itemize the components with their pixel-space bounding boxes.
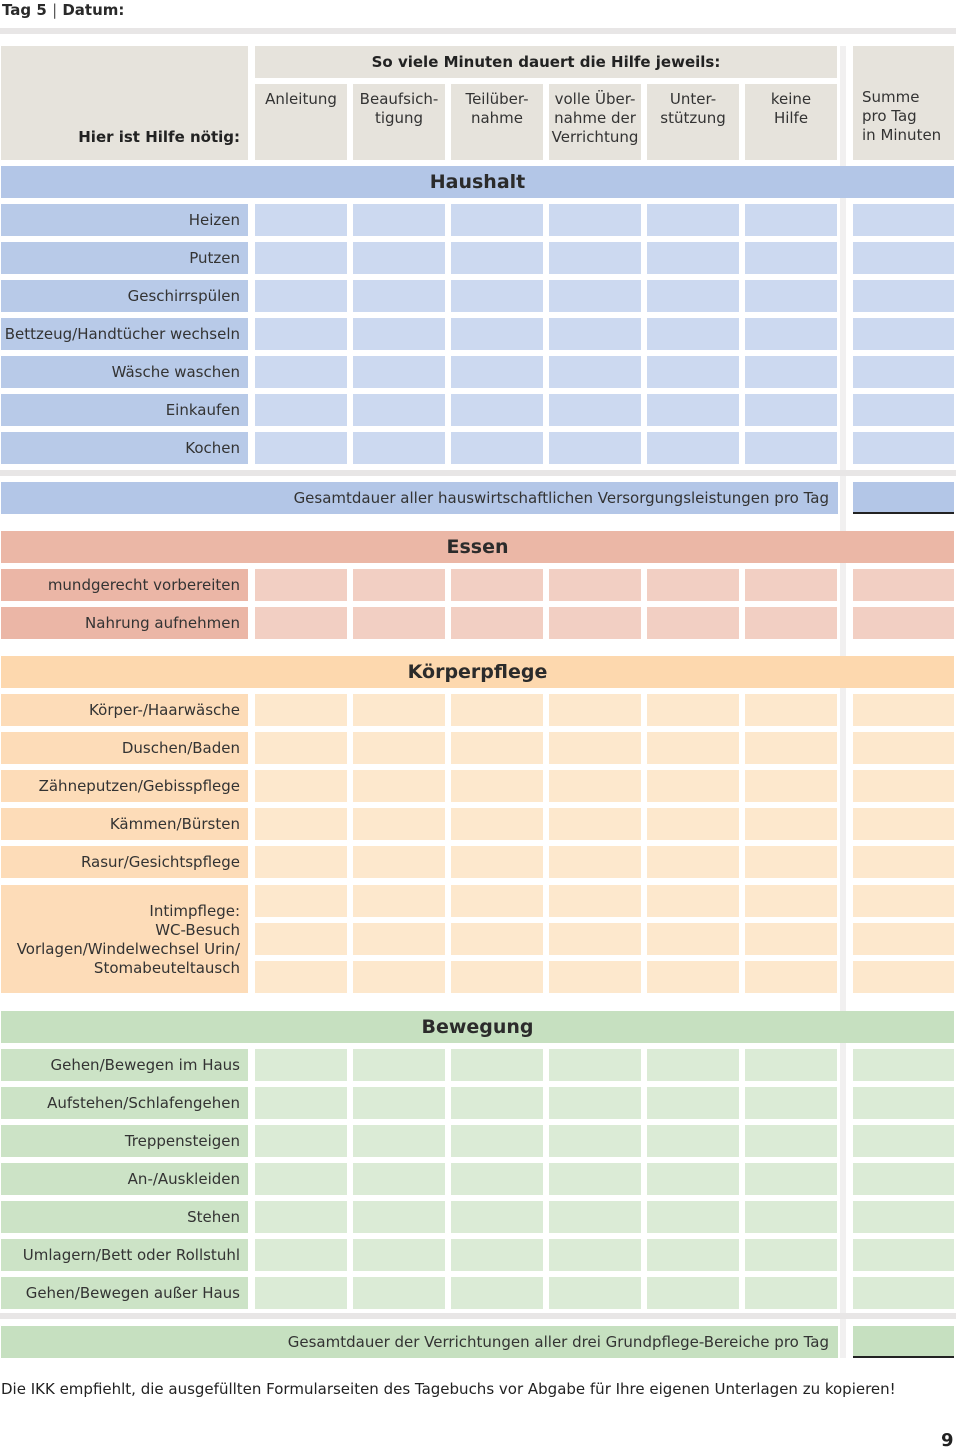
minutes-input-cell[interactable] bbox=[745, 1239, 837, 1271]
minutes-input-cell[interactable] bbox=[647, 607, 739, 639]
minutes-input-cell[interactable] bbox=[451, 1087, 543, 1119]
minutes-input-cell[interactable] bbox=[647, 694, 739, 726]
column-header: keine Hilfe bbox=[745, 84, 837, 160]
minutes-input-cell[interactable] bbox=[647, 356, 739, 388]
minutes-input-cell[interactable] bbox=[255, 808, 347, 840]
minutes-input-cell[interactable] bbox=[451, 961, 543, 993]
minutes-input-cell[interactable] bbox=[549, 1049, 641, 1081]
minutes-input-cell[interactable] bbox=[353, 356, 445, 388]
minutes-input-cell[interactable] bbox=[647, 242, 739, 274]
minutes-input-cell[interactable] bbox=[451, 885, 543, 917]
minutes-input-cell[interactable] bbox=[255, 1163, 347, 1195]
minutes-input-cell[interactable] bbox=[451, 204, 543, 236]
sum-input-cell[interactable] bbox=[853, 280, 954, 312]
row-label: Treppensteigen bbox=[1, 1125, 248, 1157]
title-divider: | bbox=[52, 1, 58, 19]
minutes-input-cell[interactable] bbox=[647, 280, 739, 312]
minutes-input-cell[interactable] bbox=[451, 432, 543, 464]
minutes-input-cell[interactable] bbox=[549, 1125, 641, 1157]
minutes-input-cell[interactable] bbox=[745, 280, 837, 312]
minutes-input-cell[interactable] bbox=[353, 808, 445, 840]
minutes-input-cell[interactable] bbox=[745, 885, 837, 917]
section-essen: Essen bbox=[1, 531, 954, 563]
minutes-input-cell[interactable] bbox=[647, 1087, 739, 1119]
minutes-input-cell[interactable] bbox=[745, 318, 837, 350]
minutes-input-cell[interactable] bbox=[255, 1277, 347, 1309]
grundpflege-total-field[interactable] bbox=[853, 1326, 954, 1358]
minutes-input-cell[interactable] bbox=[451, 569, 543, 601]
minutes-input-cell[interactable] bbox=[353, 1125, 445, 1157]
minutes-input-cell[interactable] bbox=[255, 694, 347, 726]
section-haushalt: Haushalt bbox=[1, 166, 954, 198]
sum-input-cell[interactable] bbox=[853, 808, 954, 840]
section-koerperpflege: Körperpflege bbox=[1, 656, 954, 688]
minutes-input-cell[interactable] bbox=[549, 923, 641, 955]
sum-input-cell[interactable] bbox=[853, 204, 954, 236]
column-header: Anleitung bbox=[255, 84, 347, 160]
row-label: mundgerecht vorbereiten bbox=[1, 569, 248, 601]
sum-input-cell[interactable] bbox=[853, 1201, 954, 1233]
minutes-input-cell[interactable] bbox=[353, 280, 445, 312]
minutes-input-cell[interactable] bbox=[549, 280, 641, 312]
minutes-input-cell[interactable] bbox=[353, 846, 445, 878]
sum-input-cell[interactable] bbox=[853, 318, 954, 350]
minutes-input-cell[interactable] bbox=[647, 432, 739, 464]
haushalt-total-field[interactable] bbox=[853, 482, 954, 514]
minutes-input-cell[interactable] bbox=[353, 394, 445, 426]
minutes-input-cell[interactable] bbox=[647, 961, 739, 993]
minutes-input-cell[interactable] bbox=[255, 607, 347, 639]
minutes-input-cell[interactable] bbox=[745, 732, 837, 764]
minutes-input-cell[interactable] bbox=[353, 1087, 445, 1119]
minutes-input-cell[interactable] bbox=[255, 1087, 347, 1119]
minutes-input-cell[interactable] bbox=[353, 242, 445, 274]
sum-input-cell[interactable] bbox=[853, 1125, 954, 1157]
sum-input-cell[interactable] bbox=[853, 961, 954, 993]
page-number: 9 bbox=[941, 1430, 954, 1451]
top-divider bbox=[0, 28, 956, 34]
sum-input-cell[interactable] bbox=[853, 432, 954, 464]
minutes-input-cell[interactable] bbox=[549, 1163, 641, 1195]
minutes-input-cell[interactable] bbox=[353, 732, 445, 764]
minutes-input-cell[interactable] bbox=[549, 732, 641, 764]
minutes-input-cell[interactable] bbox=[745, 808, 837, 840]
sum-input-cell[interactable] bbox=[853, 356, 954, 388]
minutes-input-cell[interactable] bbox=[255, 1049, 347, 1081]
minutes-input-cell[interactable] bbox=[745, 694, 837, 726]
minutes-input-cell[interactable] bbox=[353, 1049, 445, 1081]
minutes-input-cell[interactable] bbox=[549, 242, 641, 274]
minutes-input-cell[interactable] bbox=[451, 318, 543, 350]
row-label: Körper-/Haarwäsche bbox=[1, 694, 248, 726]
column-header: volle Über- nahme der Verrichtung bbox=[549, 84, 641, 160]
row-label: Einkaufen bbox=[1, 394, 248, 426]
row-label: Wäsche waschen bbox=[1, 356, 248, 388]
column-separator bbox=[840, 46, 846, 1358]
minutes-input-cell[interactable] bbox=[451, 607, 543, 639]
minutes-input-cell[interactable] bbox=[353, 1239, 445, 1271]
minutes-input-cell[interactable] bbox=[255, 432, 347, 464]
minutes-input-cell[interactable] bbox=[255, 242, 347, 274]
footnote: Die IKK empfiehlt, die ausgefüllten Formularseiten des Tagebuchs vor Abgabe für Ihre eigenen Unterlagen zu kopieren! bbox=[1, 1380, 896, 1398]
minutes-input-cell[interactable] bbox=[745, 1277, 837, 1309]
row-label: Aufstehen/Schlafengehen bbox=[1, 1087, 248, 1119]
minutes-input-cell[interactable] bbox=[549, 846, 641, 878]
page-title bbox=[2, 1, 124, 19]
minutes-input-cell[interactable] bbox=[451, 1277, 543, 1309]
minutes-input-cell[interactable] bbox=[353, 923, 445, 955]
minutes-input-cell[interactable] bbox=[647, 770, 739, 802]
sum-input-cell[interactable] bbox=[853, 1163, 954, 1195]
minutes-input-cell[interactable] bbox=[353, 885, 445, 917]
row-label: Nahrung aufnehmen bbox=[1, 607, 248, 639]
minutes-input-cell[interactable] bbox=[745, 432, 837, 464]
minutes-input-cell[interactable] bbox=[549, 394, 641, 426]
minutes-input-cell[interactable] bbox=[549, 770, 641, 802]
minutes-input-cell[interactable] bbox=[549, 318, 641, 350]
sum-input-cell[interactable] bbox=[853, 732, 954, 764]
minutes-input-cell[interactable] bbox=[549, 885, 641, 917]
sum-input-cell[interactable] bbox=[853, 394, 954, 426]
minutes-input-cell[interactable] bbox=[353, 1201, 445, 1233]
minutes-input-cell[interactable] bbox=[745, 846, 837, 878]
minutes-input-cell[interactable] bbox=[745, 204, 837, 236]
minutes-input-cell[interactable] bbox=[549, 204, 641, 236]
day-label: Tag 5 bbox=[2, 1, 47, 19]
minutes-input-cell[interactable] bbox=[255, 1125, 347, 1157]
row-label: Stehen bbox=[1, 1201, 248, 1233]
minutes-input-cell[interactable] bbox=[451, 280, 543, 312]
sum-input-cell[interactable] bbox=[853, 694, 954, 726]
minutes-input-cell[interactable] bbox=[451, 1239, 543, 1271]
minutes-input-cell[interactable] bbox=[647, 394, 739, 426]
minutes-input-cell[interactable] bbox=[353, 204, 445, 236]
minutes-title: So viele Minuten dauert die Hilfe jeweils: bbox=[255, 46, 837, 78]
row-label: Geschirrspülen bbox=[1, 280, 248, 312]
section-bewegung: Bewegung bbox=[1, 1011, 954, 1043]
row-label: Bettzeug/Handtücher wechseln bbox=[1, 318, 248, 350]
minutes-input-cell[interactable] bbox=[647, 1125, 739, 1157]
minutes-input-cell[interactable] bbox=[549, 1239, 641, 1271]
minutes-input-cell[interactable] bbox=[451, 242, 543, 274]
minutes-input-cell[interactable] bbox=[255, 846, 347, 878]
minutes-input-cell[interactable] bbox=[745, 356, 837, 388]
sum-input-cell[interactable] bbox=[853, 607, 954, 639]
minutes-input-cell[interactable] bbox=[745, 607, 837, 639]
minutes-input-cell[interactable] bbox=[647, 1239, 739, 1271]
minutes-input-cell[interactable] bbox=[255, 961, 347, 993]
minutes-input-cell[interactable] bbox=[647, 846, 739, 878]
minutes-input-cell[interactable] bbox=[451, 770, 543, 802]
minutes-input-cell[interactable] bbox=[549, 607, 641, 639]
minutes-input-cell[interactable] bbox=[647, 204, 739, 236]
minutes-input-cell[interactable] bbox=[353, 607, 445, 639]
row-label: Duschen/Baden bbox=[1, 732, 248, 764]
sum-input-cell[interactable] bbox=[853, 846, 954, 878]
minutes-input-cell[interactable] bbox=[549, 961, 641, 993]
minutes-input-cell[interactable] bbox=[647, 885, 739, 917]
minutes-input-cell[interactable] bbox=[255, 356, 347, 388]
minutes-input-cell[interactable] bbox=[647, 1277, 739, 1309]
haushalt-total-label: Gesamtdauer aller hauswirtschaftlichen Versorgungsleistungen pro Tag bbox=[1, 482, 838, 514]
sum-input-cell[interactable] bbox=[853, 569, 954, 601]
help-needed-label: Hier ist Hilfe nötig: bbox=[78, 128, 240, 146]
minutes-input-cell[interactable] bbox=[745, 1201, 837, 1233]
minutes-input-cell[interactable] bbox=[549, 694, 641, 726]
minutes-input-cell[interactable] bbox=[353, 770, 445, 802]
minutes-input-cell[interactable] bbox=[353, 432, 445, 464]
minutes-input-cell[interactable] bbox=[451, 1201, 543, 1233]
minutes-input-cell[interactable] bbox=[549, 569, 641, 601]
sum-input-cell[interactable] bbox=[853, 1239, 954, 1271]
minutes-input-cell[interactable] bbox=[451, 846, 543, 878]
minutes-input-cell[interactable] bbox=[451, 394, 543, 426]
sum-input-cell[interactable] bbox=[853, 1087, 954, 1119]
minutes-input-cell[interactable] bbox=[255, 318, 347, 350]
minutes-input-cell[interactable] bbox=[255, 1201, 347, 1233]
minutes-input-cell[interactable] bbox=[255, 732, 347, 764]
grundpflege-total-label: Gesamtdauer der Verrichtungen aller drei Grundpflege-Bereiche pro Tag bbox=[1, 1326, 838, 1358]
minutes-input-cell[interactable] bbox=[353, 318, 445, 350]
minutes-input-cell[interactable] bbox=[353, 569, 445, 601]
minutes-input-cell[interactable] bbox=[745, 394, 837, 426]
minutes-input-cell[interactable] bbox=[549, 356, 641, 388]
minutes-input-cell[interactable] bbox=[255, 770, 347, 802]
minutes-input-cell[interactable] bbox=[647, 318, 739, 350]
section-divider bbox=[0, 1313, 956, 1319]
row-label: An-/Auskleiden bbox=[1, 1163, 248, 1195]
minutes-input-cell[interactable] bbox=[549, 808, 641, 840]
minutes-input-cell[interactable] bbox=[647, 1201, 739, 1233]
sum-column-header: Summe pro Tag in Minuten bbox=[853, 46, 954, 160]
date-label: Datum: bbox=[62, 1, 125, 19]
minutes-input-cell[interactable] bbox=[255, 885, 347, 917]
column-header: Teilüber- nahme bbox=[451, 84, 543, 160]
minutes-input-cell[interactable] bbox=[549, 1277, 641, 1309]
minutes-input-cell[interactable] bbox=[353, 1163, 445, 1195]
row-label: Zähneputzen/Gebisspflege bbox=[1, 770, 248, 802]
sum-input-cell[interactable] bbox=[853, 885, 954, 917]
minutes-input-cell[interactable] bbox=[745, 1163, 837, 1195]
intimpflege-label: Intimpflege: WC-Besuch Vorlagen/Windelwechsel Urin/ Stomabeuteltausch bbox=[1, 885, 248, 993]
minutes-input-cell[interactable] bbox=[451, 923, 543, 955]
minutes-input-cell[interactable] bbox=[745, 923, 837, 955]
row-label: Heizen bbox=[1, 204, 248, 236]
sum-input-cell[interactable] bbox=[853, 242, 954, 274]
row-label: Kochen bbox=[1, 432, 248, 464]
help-needed-header bbox=[1, 46, 248, 160]
minutes-input-cell[interactable] bbox=[647, 569, 739, 601]
minutes-input-cell[interactable] bbox=[255, 280, 347, 312]
sum-input-cell[interactable] bbox=[853, 923, 954, 955]
minutes-input-cell[interactable] bbox=[647, 1163, 739, 1195]
minutes-input-cell[interactable] bbox=[745, 1087, 837, 1119]
minutes-input-cell[interactable] bbox=[745, 770, 837, 802]
minutes-input-cell[interactable] bbox=[745, 1049, 837, 1081]
minutes-input-cell[interactable] bbox=[647, 1049, 739, 1081]
sum-input-cell[interactable] bbox=[853, 770, 954, 802]
minutes-input-cell[interactable] bbox=[255, 394, 347, 426]
minutes-input-cell[interactable] bbox=[255, 923, 347, 955]
row-label: Rasur/Gesichtspflege bbox=[1, 846, 248, 878]
column-header: Unter- stützung bbox=[647, 84, 739, 160]
minutes-input-cell[interactable] bbox=[451, 732, 543, 764]
minutes-input-cell[interactable] bbox=[451, 1049, 543, 1081]
row-label: Putzen bbox=[1, 242, 248, 274]
minutes-input-cell[interactable] bbox=[745, 242, 837, 274]
minutes-input-cell[interactable] bbox=[745, 961, 837, 993]
minutes-input-cell[interactable] bbox=[745, 569, 837, 601]
minutes-input-cell[interactable] bbox=[647, 923, 739, 955]
row-label: Gehen/Bewegen außer Haus bbox=[1, 1277, 248, 1309]
minutes-input-cell[interactable] bbox=[353, 1277, 445, 1309]
sum-input-cell[interactable] bbox=[853, 1049, 954, 1081]
section-divider bbox=[0, 470, 956, 476]
minutes-input-cell[interactable] bbox=[451, 694, 543, 726]
row-label: Umlagern/Bett oder Rollstuhl bbox=[1, 1239, 248, 1271]
minutes-input-cell[interactable] bbox=[353, 694, 445, 726]
minutes-input-cell[interactable] bbox=[745, 1125, 837, 1157]
minutes-input-cell[interactable] bbox=[451, 1163, 543, 1195]
minutes-input-cell[interactable] bbox=[549, 1087, 641, 1119]
minutes-input-cell[interactable] bbox=[647, 732, 739, 764]
minutes-input-cell[interactable] bbox=[255, 569, 347, 601]
minutes-input-cell[interactable] bbox=[549, 432, 641, 464]
column-header: Beaufsich- tigung bbox=[353, 84, 445, 160]
minutes-input-cell[interactable] bbox=[353, 961, 445, 993]
minutes-input-cell[interactable] bbox=[255, 1239, 347, 1271]
row-label: Gehen/Bewegen im Haus bbox=[1, 1049, 248, 1081]
minutes-input-cell[interactable] bbox=[451, 1125, 543, 1157]
minutes-input-cell[interactable] bbox=[549, 1201, 641, 1233]
minutes-input-cell[interactable] bbox=[255, 204, 347, 236]
sum-input-cell[interactable] bbox=[853, 1277, 954, 1309]
minutes-input-cell[interactable] bbox=[451, 356, 543, 388]
minutes-input-cell[interactable] bbox=[451, 808, 543, 840]
minutes-input-cell[interactable] bbox=[647, 808, 739, 840]
row-label: Kämmen/Bürsten bbox=[1, 808, 248, 840]
